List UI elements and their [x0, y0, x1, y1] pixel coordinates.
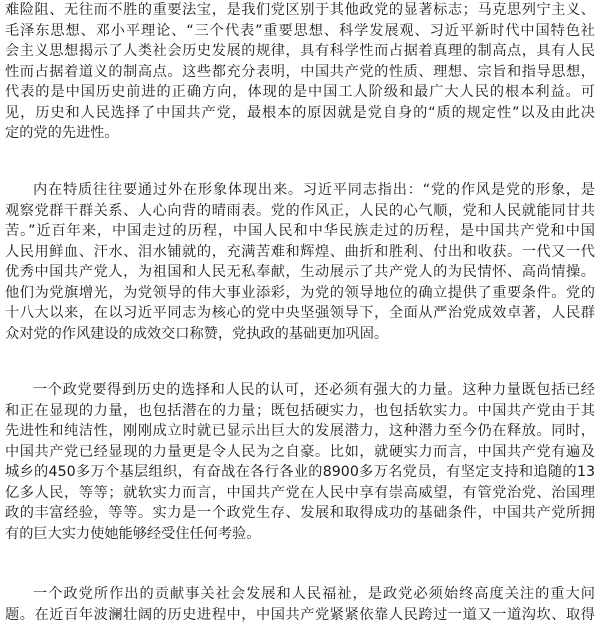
text-line: 十八大以来，在以习近平同志为核心的党中央坚强领导下，全面从严治党成效卓著，人民群 — [5, 305, 595, 321]
paragraph-party-strength — [5, 380, 595, 544]
text-line: 亿多人民，等等；就软实力而言，中国共产党在人民中享有崇高威望，有管党治党、治国理 — [5, 484, 595, 501]
text-line: 性而占据着道义的制高点。这些都充分表明，中国共产党的性质、理想、宗旨和指导思想， — [5, 63, 595, 80]
text-line: 政的丰富经验，等等。实力是一个政党生存、发展和取得成功的基础条件，中国共产党所拥 — [5, 505, 595, 521]
text-line: 定的党的先进性。 — [5, 125, 119, 141]
text-line: 内在特质往往要通过外在形象体现出来。习近平同志指出：“党的作风是党的形象，是 — [33, 182, 595, 198]
text-line: 他们为党旗增光，为党领导的伟大事业添彩，为党的领导地位的确立提供了重要条件。党的 — [5, 284, 595, 301]
text-line: 见，历史和人民选择了中国共产党，最根本的原因就是党自身的“质的规定性”以及由此决 — [5, 104, 595, 121]
text-line: 观察党群干群关系、人心向背的晴雨表。党的作风正，人民的心气顺，党和人民就能同甘共 — [5, 202, 595, 219]
text-line: 人民用鲜血、汗水、泪水铺就的，充满苦难和辉煌、曲折和胜利、付出和收获。一代又一代 — [5, 243, 595, 260]
text-line: 城乡的450多万个基层组织，有奋战在各行各业的8900多万名党员，有坚定支持和追随的13 — [5, 464, 595, 480]
paragraph-party-contribution — [5, 584, 595, 625]
text-line: 和正在显现的力量，也包括潜在的力量；既包括硬实力，也包括软实力。中国共产党由于其 — [5, 402, 595, 419]
text-line: 题。在近百年波澜壮阔的历史进程中，中国共产党紧紧依靠人民跨过一道又一道沟坎、取得 — [5, 606, 595, 623]
text-line: 中国共产党已经显现的力量更是令人民为之自豪。比如，就硬实力而言，中国共产党有遍及 — [5, 443, 595, 460]
text-line: 先进性和纯洁性，刚刚成立时就已显示出巨大的发展潜力，这种潜力至今仍在释放。同时， — [5, 423, 595, 439]
paragraph-party-image — [5, 180, 595, 344]
text-line: 优秀中国共产党人，为祖国和人民无私奉献，生动展示了共产党人的为民情怀、高尚情操。 — [5, 264, 595, 280]
text-line: 一个政党所作出的贡献事关社会发展和人民福祉，是政党必须始终高度关注的重大问 — [33, 586, 595, 602]
text-line: 毛泽东思想、邓小平理论、“三个代表”重要思想、科学发展观、习近平新时代中国特色社 — [5, 22, 595, 39]
text-line: 会主义思想揭示了人类社会历史发展的规律，具有科学性而占据着真理的制高点，具有人民 — [5, 43, 595, 59]
text-line: 苦。”近百年来，中国走过的历程，中国人民和中华民族走过的历程，是中国共产党和中国 — [5, 223, 595, 239]
paragraph-party-nature — [5, 0, 595, 144]
text-line: 有的巨大实力使她能够经受住任何考验。 — [5, 525, 261, 542]
text-line: 一个政党要得到历史的选择和人民的认可，还必须有强大的力量。这种力量既包括已经 — [33, 382, 595, 398]
text-line: 难险阻、无往而不胜的重要法宝，是我们党区别于其他政党的显著标志；马克思列宁主义、 — [5, 2, 595, 18]
text-line: 众对党的作风建设的成效交口称赞，党执政的基础更加巩固。 — [5, 325, 389, 342]
text-line: 代表的是中国历史前进的正确方向，体现的是中国工人阶级和最广大人民的根本利益。可 — [5, 84, 595, 100]
